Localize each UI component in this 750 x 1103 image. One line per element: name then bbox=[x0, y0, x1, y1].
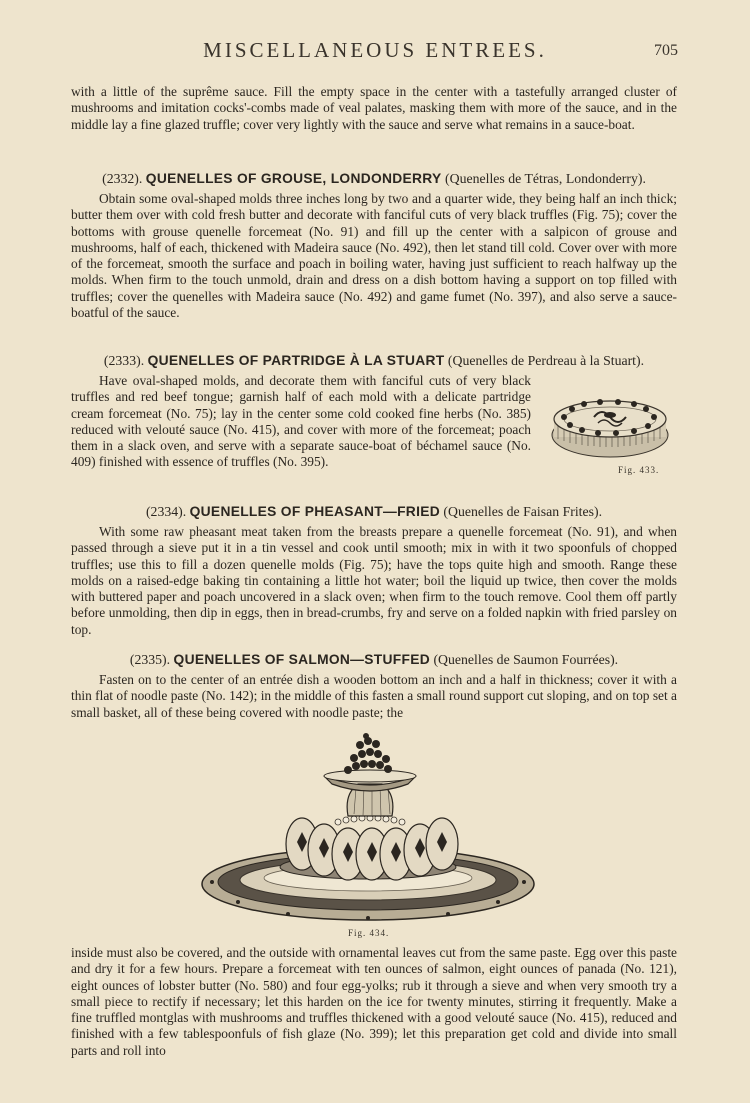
recipe-heading bbox=[71, 503, 677, 520]
recipe-2335 bbox=[71, 651, 677, 721]
recipe-title: QUENELLES OF PARTRIDGE À LA STUART bbox=[147, 353, 445, 368]
recipe-number: (2332). bbox=[102, 171, 143, 186]
recipe-title: QUENELLES OF SALMON—STUFFED bbox=[173, 652, 430, 667]
recipe-number: (2335). bbox=[129, 652, 171, 667]
recipe-2334 bbox=[71, 503, 677, 638]
recipe-body: Obtain some oval-shaped molds three inches long by two and a quarter wide, they being half an inch thick; butter them over with cold fresh butter and decorate with fanciful cuts of very black truffles (Fig. 75); cover the bottoms with grouse quenelle forcemeat (No. 91) and fill up the center with a salpicon of grouse and mushrooms, half of each, thickened with Madeira sauce (No. 492), then let stand till cold. Cover over with more of the forcemeat, smooth the surface and poach in boiling water, having just sufficient to reach halfway up the molds. When firm to the touch unmold, drain and dress on a dish bottom having a support on top filled with truffles; cover the quenelles with Madeira sauce (No. 492) and game fumet (No. 397), and also serve a sauce-boatful of the sauce. bbox=[71, 191, 677, 321]
figure-433 bbox=[550, 393, 676, 478]
page-number: 705 bbox=[654, 42, 678, 59]
recipe-heading bbox=[71, 352, 677, 369]
recipe-body: Have oval-shaped molds, and decorate them with fanciful cuts of very black truffles and red beef tongue; garnish half of each mold with a delicate partridge cream forcemeat (No. 75); lay in the center some cold cooked fine herbs (No. 385) reduced with velouté sauce (No. 415), and cover with more of the forcemeat; poach them in a slack oven, and serve with a separate sauce-boat of béchamel sauce (No. 409) finished with essence of truffles (No. 395). bbox=[71, 373, 531, 470]
intro-paragraph: with a little of the suprême sauce. Fill the empty space in the center with a tastefully arranged cluster of mushrooms and imitation cocks'-combs made of veal palates, masking them with more of the sauce, and in the middle lay a fine glazed truffle; cover very lightly with the sauce and serve what remains in a sauce-boat. bbox=[71, 84, 677, 132]
recipe-number: (2334). bbox=[145, 504, 187, 519]
recipe-french-title: (Quenelles de Tétras, Londonderry). bbox=[445, 171, 646, 186]
recipe-2335-continued bbox=[71, 945, 677, 1059]
recipe-number: (2333). bbox=[103, 353, 145, 368]
figure-caption: Fig. 434. bbox=[348, 928, 390, 938]
recipe-french-title: (Quenelles de Saumon Fourrées). bbox=[433, 652, 619, 667]
recipe-heading bbox=[71, 651, 677, 668]
salmon-quenelle-dish-illustration bbox=[198, 732, 538, 927]
figure-caption: Fig. 433. bbox=[618, 465, 660, 475]
recipe-french-title: (Quenelles de Perdreau à la Stuart). bbox=[447, 353, 645, 368]
recipe-heading bbox=[71, 170, 677, 187]
recipe-title: QUENELLES OF PHEASANT—FRIED bbox=[189, 504, 440, 519]
chapter-title: MISCELLANEOUS ENTREES. bbox=[203, 38, 547, 62]
figure-434 bbox=[198, 732, 538, 942]
recipe-body: With some raw pheasant meat taken from the breasts prepare a quenelle forcemeat (No. 91), and when passed through a sieve put it in a tin vessel and cook until smooth; mix in with it two spoonfuls of chopped truffles; use this to fill a dozen quenelle molds (Fig. 75); have the tops quite high and smooth. Range these molds on a raised-edge baking tin containing a little hot water; boil the liquid up twice, then cover the molds with buttered paper and poach uncovered in a slack oven; when firm to the touch remove. Cool them off partly before unmolding, then dip in eggs, then in bread-crumbs, fry and serve on a folded napkin with fried parsley on top. bbox=[71, 524, 677, 637]
quenelle-dish-illustration bbox=[550, 393, 676, 463]
intro-block bbox=[71, 84, 677, 133]
recipe-body: Fasten on to the center of an entrée dish a wooden bottom an inch and a half in thickness; cover it with a thin flat of noodle paste (No. 142); in the middle of this fasten a small round support cut sloping, and on top set a small basket, all of these being covered with noodle paste; the bbox=[71, 672, 677, 720]
recipe-title: QUENELLES OF GROUSE, LONDONDERRY bbox=[145, 171, 442, 186]
recipe-body-continued: inside must also be covered, and the outside with ornamental leaves cut from the same paste. Egg over this paste and dry it for a few hours. Prepare a forcemeat with ten ounces of salmon, eight ounces of panada (No. 121), eight ounces of lobster butter (No. 580) and four egg-yolks; rub it through a sieve and when very smooth try a small piece to rectify if necessary; let this harden on the ice for twenty minutes, stirring it frequently. Make a fine truffled montglas with mushrooms and truffles thickened with a good velouté sauce (No. 415), reduced and finished with a few tablespoonfuls of fish glaze (No. 399); let this preparation get cold and divide into small parts and roll into bbox=[71, 945, 677, 1058]
recipe-2332 bbox=[71, 170, 677, 321]
recipe-french-title: (Quenelles de Faisan Frites). bbox=[443, 504, 603, 519]
running-head bbox=[0, 34, 750, 64]
